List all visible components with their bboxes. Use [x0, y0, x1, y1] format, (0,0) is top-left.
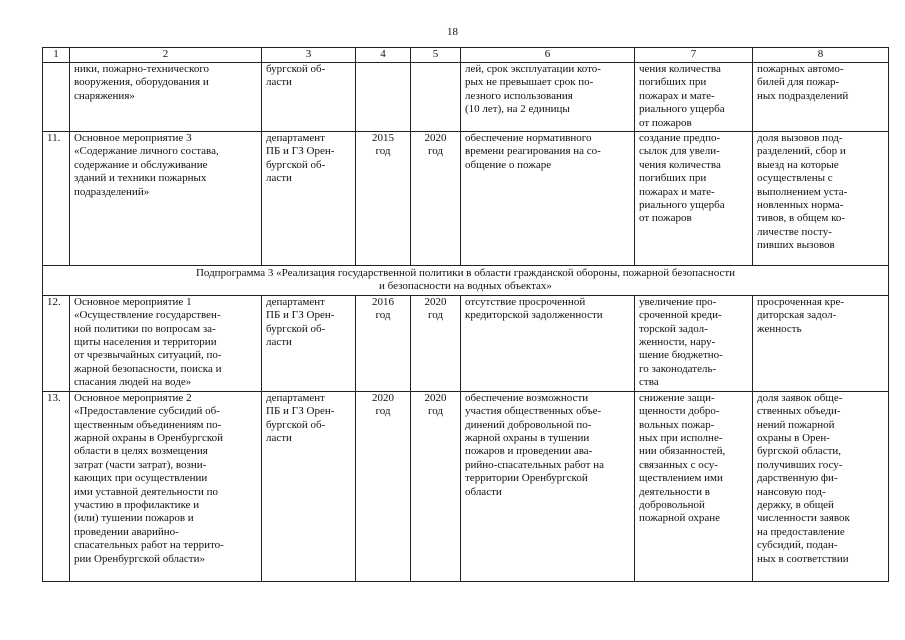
cell-line: ники, пожарно-технического [74, 63, 210, 75]
cell-name [70, 63, 262, 132]
cell-line: 2015 [372, 132, 394, 144]
cell-line: новленных норма- [757, 199, 844, 212]
cell-line: ласти [266, 432, 292, 445]
cell-line: времени реагирования на со- [465, 145, 601, 158]
cell-line: год [375, 309, 391, 322]
cell-line: кающих при осуществлении [74, 472, 208, 485]
cell-name [70, 132, 262, 266]
cell-line: «Предоставление субсидий об- [74, 405, 220, 418]
table-row [43, 132, 889, 266]
cell-line: снижение защи- [639, 391, 715, 404]
subprogram-line: и безопасности на водных объектах» [379, 280, 552, 293]
cell-line: личестве посту- [757, 225, 832, 238]
table-row [43, 295, 889, 391]
table-row [43, 63, 889, 132]
cell-line: обеспечение возможности [465, 391, 589, 404]
cell-line: «Осуществление государствен- [74, 309, 221, 322]
cell-line: женность [757, 322, 802, 335]
cell-line: рийно-спасательных работ на [465, 458, 604, 471]
cell-num: 11. [43, 132, 70, 266]
cell-dept [262, 63, 356, 132]
cell-consequence [635, 391, 753, 581]
cell-line: погибших при [639, 172, 707, 185]
header-row [43, 48, 889, 63]
cell-num: 13. [43, 391, 70, 581]
cell-line: спасания людей на воде» [74, 376, 192, 389]
cell-line: участию в профилактике и [74, 499, 200, 512]
cell-line: участия общественных объе- [465, 405, 602, 418]
cell-indicator [753, 63, 889, 132]
column-header: 8 [753, 48, 889, 63]
cell-line: сылок для увели- [639, 145, 720, 158]
cell-num: 12. [43, 295, 70, 391]
cell-line: пожарах и мате- [639, 185, 715, 198]
cell-line: ими уставной деятельности по [74, 485, 219, 498]
cell-line: пожаров и проведении ава- [465, 445, 593, 458]
cell-line: численности заявок [757, 512, 850, 525]
cell-line: ной политики по вопросам за- [74, 322, 216, 335]
cell-line: дарственную фи- [757, 472, 838, 485]
cell-line: от пожаров [639, 116, 692, 129]
column-header: 2 [70, 48, 262, 63]
cell-line: снаряжения» [74, 89, 135, 102]
cell-line: бургской об- [266, 63, 326, 75]
cell-line: пивших вызовов [757, 239, 835, 252]
cell-line: затрат (части затрат), возни- [74, 458, 207, 471]
cell-line: щиты населения и территории [74, 336, 217, 349]
cell-end [411, 391, 461, 581]
cell-line: департамент [266, 132, 325, 144]
cell-line: ласти [266, 76, 292, 89]
cell-line: территории Оренбургской [465, 472, 588, 485]
page-number: 18 [447, 26, 458, 38]
cell-line: (или) тушении пожаров и [74, 512, 194, 525]
cell-line: рых не превышает срок по- [465, 76, 594, 89]
column-header: 5 [411, 48, 461, 63]
cell-start [356, 391, 411, 581]
cell-line: ных подразделений [757, 89, 849, 102]
cell-start [356, 132, 411, 266]
cell-line: бургской области, [757, 445, 842, 458]
cell-line: женности, нару- [639, 336, 716, 349]
cell-end [411, 63, 461, 132]
column-header: 4 [356, 48, 411, 63]
cell-line: год [427, 405, 444, 418]
cell-line: 2020 [372, 391, 394, 404]
cell-line: чения количества [639, 63, 721, 75]
cell-line: жарной охраны в Оренбургской [74, 432, 224, 445]
cell-line: увеличение про- [639, 295, 717, 308]
cell-line: области [465, 485, 502, 498]
cell-line: бургской об- [266, 322, 326, 335]
cell-line: вольных пожар- [639, 418, 715, 431]
cell-line: кредиторской задолженности [465, 309, 603, 322]
cell-line: го законодатель- [639, 362, 717, 375]
cell-line: зданий и техники пожарных [74, 172, 207, 185]
cell-line: выполнением уста- [757, 185, 848, 198]
cell-line: департамент [266, 295, 325, 308]
table-body [43, 63, 889, 582]
cell-line: добровольной [639, 499, 705, 512]
subprogram-title [43, 266, 889, 296]
cell-line: ПБ и ГЗ Орен- [266, 309, 335, 322]
cell-line: 2016 [372, 295, 394, 308]
cell-line: ных в соответствии [757, 552, 849, 565]
cell-dept [262, 391, 356, 581]
cell-result [461, 295, 635, 391]
cell-line: риального ущерба [639, 103, 725, 116]
cell-line: сроченной креди- [639, 309, 722, 322]
cell-line: год [375, 405, 391, 418]
cell-consequence [635, 132, 753, 266]
subprogram-line: Подпрограмма 3 «Реализация государственной политики в области гражданской обороны, пожарной безопасности [195, 267, 736, 279]
cell-line: ласти [266, 172, 292, 185]
cell-line: Основное мероприятие 2 [74, 391, 192, 404]
cell-line: пожарах и мате- [639, 89, 715, 102]
cell-end [411, 295, 461, 391]
cell-result [461, 391, 635, 581]
cell-line: просроченная кре- [757, 295, 845, 308]
cell-line: от пожаров [639, 212, 692, 225]
cell-start [356, 63, 411, 132]
cell-line: ПБ и ГЗ Орен- [266, 405, 335, 418]
cell-line: ственных объеди- [757, 405, 841, 418]
table-row [43, 391, 889, 581]
cell-line: проведении аварийно- [74, 525, 179, 538]
cell-line: нии обязанностей, [639, 445, 726, 458]
cell-line: нансовую под- [757, 485, 826, 498]
cell-num [43, 63, 70, 132]
cell-result [461, 63, 635, 132]
cell-line: вооружения, оборудования и [74, 76, 209, 89]
cell-line: обеспечение нормативного [465, 132, 592, 144]
cell-line: области в целях возмещения [74, 445, 208, 458]
cell-line: тивов, в общем ко- [757, 212, 846, 225]
cell-line: лей, срок эксплуатации кото- [465, 63, 601, 75]
cell-line: 2020 [424, 295, 447, 308]
cell-line: жарной безопасности, поиска и [74, 362, 222, 375]
cell-line: доля вызовов под- [757, 132, 843, 144]
cell-line: (10 лет), на 2 единицы [465, 103, 570, 116]
cell-line: чения количества [639, 158, 721, 171]
cell-line: пожарных автомо- [757, 63, 844, 75]
cell-line: Основное мероприятие 3 [74, 132, 192, 144]
cell-line: спасательных работ на террито- [74, 539, 224, 552]
cell-line: на предоставление [757, 525, 845, 538]
cell-line: год [375, 145, 391, 158]
cell-end [411, 132, 461, 266]
cell-consequence [635, 63, 753, 132]
cell-line: осуществлены с [757, 172, 833, 185]
cell-line: нений пожарной [757, 418, 835, 431]
cell-line: держку, в общей [757, 499, 834, 512]
cell-line: общение о пожаре [465, 158, 552, 171]
cell-line: подразделений» [74, 185, 150, 198]
cell-line: создание предпо- [639, 132, 721, 144]
cell-name [70, 391, 262, 581]
cell-line: лезного использования [465, 89, 573, 102]
cell-line: ласти [266, 336, 292, 349]
cell-line: бургской об- [266, 158, 326, 171]
cell-line: погибших при [639, 76, 707, 89]
column-header: 7 [635, 48, 753, 63]
subprogram-row [43, 266, 889, 296]
cell-line: динений добровольной по- [465, 418, 592, 431]
cell-line: год [427, 309, 444, 322]
cell-line: субсидий, подан- [757, 539, 838, 552]
cell-start [356, 295, 411, 391]
cell-result [461, 132, 635, 266]
cell-line: билей для пожар- [757, 76, 840, 89]
cell-dept [262, 295, 356, 391]
cell-line: щественным объединениям по- [74, 418, 222, 431]
cell-line: ПБ и ГЗ Орен- [266, 145, 335, 158]
cell-line: ществлением ими [639, 472, 723, 485]
cell-line: щенности добро- [639, 405, 720, 418]
cell-line: бургской об- [266, 418, 326, 431]
cell-line: связанных с осу- [639, 458, 718, 471]
cell-line: 2020 [424, 391, 447, 404]
cell-line: выезд на которые [757, 158, 839, 171]
cell-line: деятельности в [639, 485, 710, 498]
cell-line: риального ущерба [639, 199, 725, 212]
column-header: 3 [262, 48, 356, 63]
cell-line: доля заявок обще- [757, 391, 843, 404]
cell-line: получивших госу- [757, 458, 843, 471]
cell-indicator [753, 295, 889, 391]
cell-line: ства [639, 376, 659, 389]
cell-line: жарной охраны в тушении [465, 432, 590, 445]
cell-line: содержание и обслуживание [74, 158, 208, 171]
cell-line: «Содержание личного состава, [74, 145, 219, 158]
cell-line: департамент [266, 391, 325, 404]
cell-indicator [753, 132, 889, 266]
cell-line: шение бюджетно- [639, 349, 723, 362]
cell-line: 2020 [424, 132, 447, 144]
cell-line: год [427, 145, 444, 158]
cell-line: торской задол- [639, 322, 708, 335]
cell-line: отсутствие просроченной [465, 295, 586, 308]
column-header: 1 [43, 48, 70, 63]
cell-line: пожарной охране [639, 512, 720, 525]
cell-line: охраны в Орен- [757, 432, 830, 445]
cell-line: ных при исполне- [639, 432, 723, 445]
cell-line: диторская задол- [757, 309, 837, 322]
cell-line: разделений, сбор и [757, 145, 846, 158]
cell-line: рии Оренбургской области» [74, 552, 206, 565]
cell-name [70, 295, 262, 391]
cell-consequence [635, 295, 753, 391]
cell-line: Основное мероприятие 1 [74, 295, 192, 308]
column-header: 6 [461, 48, 635, 63]
cell-dept [262, 132, 356, 266]
cell-line: от чрезвычайных ситуаций, по- [74, 349, 222, 362]
cell-indicator [753, 391, 889, 581]
measures-table [42, 47, 889, 582]
